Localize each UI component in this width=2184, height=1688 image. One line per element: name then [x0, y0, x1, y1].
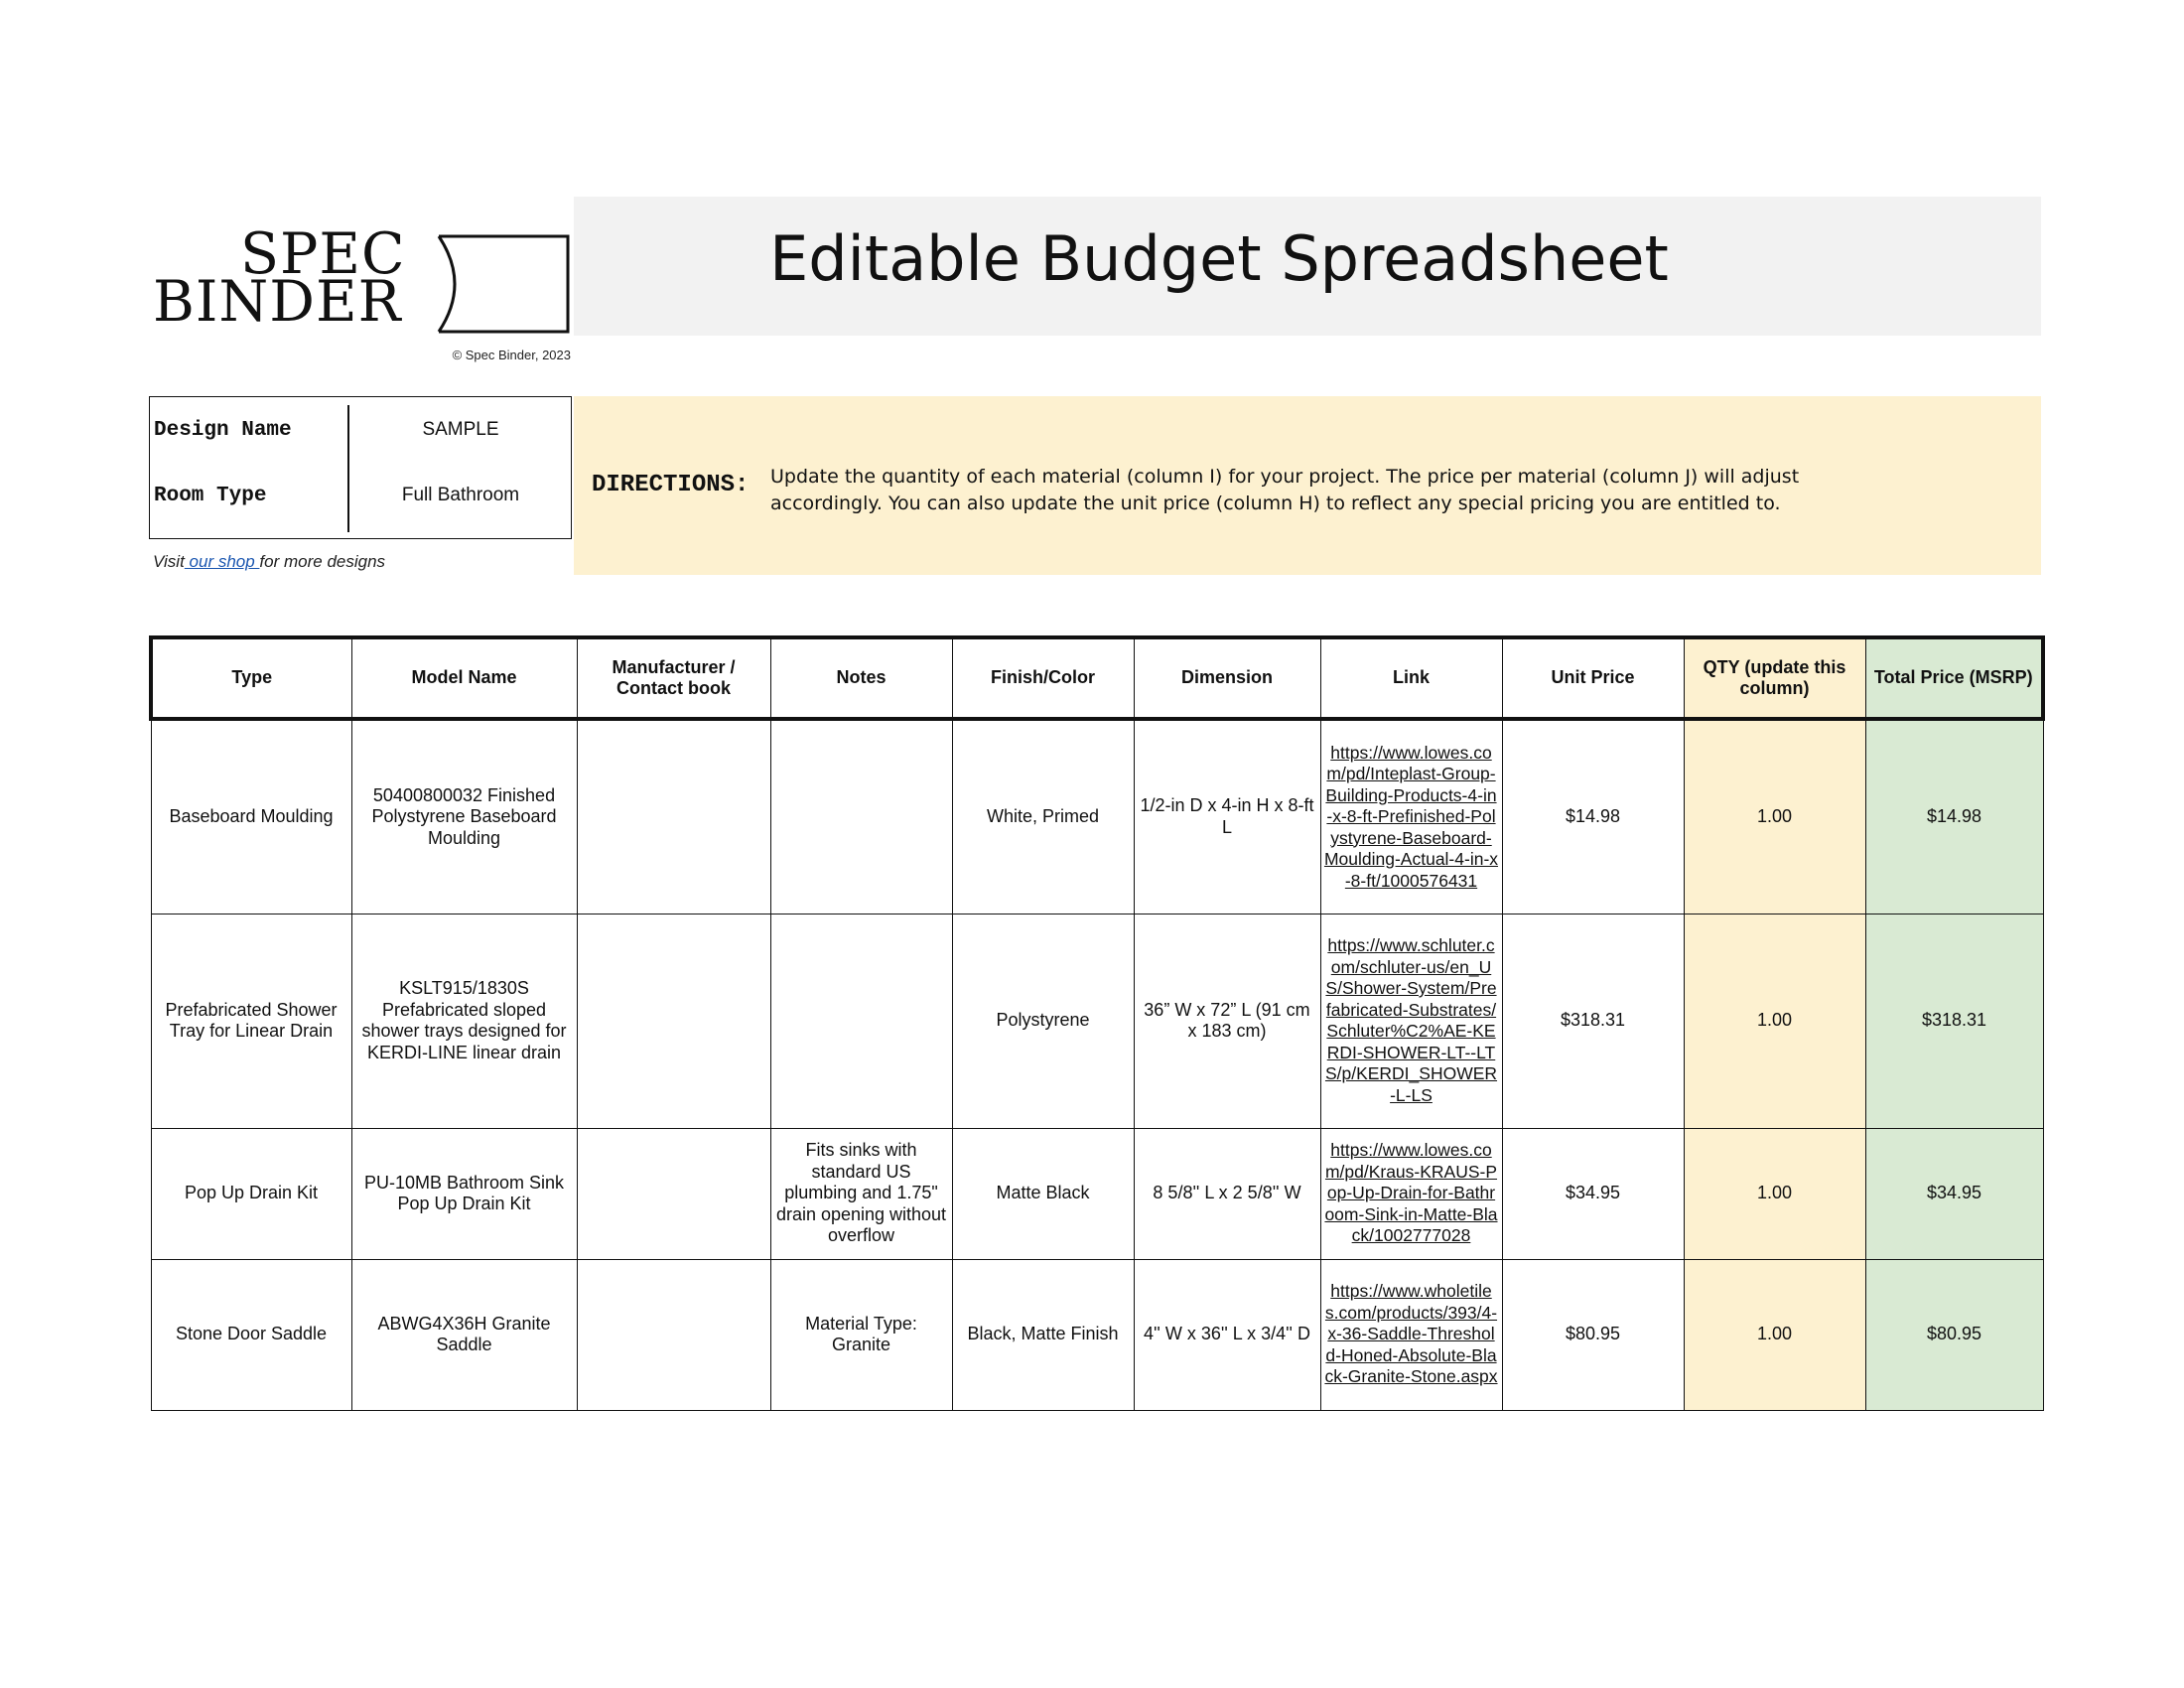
cell-type[interactable]: Pop Up Drain Kit	[151, 1128, 351, 1259]
cell-dimension[interactable]: 4'' W x 36'' L x 3/4'' D	[1134, 1259, 1320, 1410]
design-name-label: Design Name	[154, 419, 292, 442]
cell-finish-color[interactable]: Matte Black	[952, 1128, 1134, 1259]
room-type-value[interactable]: Full Bathroom	[401, 485, 520, 505]
cell-unit-price[interactable]: $14.98	[1502, 719, 1684, 914]
page-title: Editable Budget Spreadsheet	[769, 222, 1669, 295]
header-manufacturer: Manufacturer / Contact book	[577, 637, 770, 719]
cell-model-name[interactable]: ABWG4X36H Granite Saddle	[351, 1259, 577, 1410]
cell-qty[interactable]: 1.00	[1684, 1259, 1865, 1410]
directions-text: Update the quantity of each material (column I) for your project. The price per material (column J) will adjust accordingly. You can also update the unit price (column H) to reflect any special pricing you are entitled to.	[770, 466, 1800, 514]
cell-manufacturer[interactable]	[577, 719, 770, 914]
spec-binder-logo	[153, 221, 570, 340]
cell-type[interactable]: Prefabricated Shower Tray for Linear Drain	[151, 914, 351, 1128]
design-info-box	[149, 396, 572, 539]
table-row	[151, 914, 2043, 1128]
cell-notes[interactable]	[770, 719, 952, 914]
table-header-row	[151, 637, 2043, 719]
cell-finish-color[interactable]: Black, Matte Finish	[952, 1259, 1134, 1410]
visit-shop-note	[153, 552, 385, 572]
header-unit-price: Unit Price	[1502, 637, 1684, 719]
cell-notes[interactable]	[770, 914, 952, 1128]
cell-qty[interactable]: 1.00	[1684, 1128, 1865, 1259]
logo-line-2: BINDER	[153, 269, 402, 335]
cell-link[interactable]: https://www.schluter.com/schluter-us/en_US/Shower-System/Prefabricated-Substrates/Schluter%C2%AE-KERDI-SHOWER-LT--LTS/p/KERDI_SHOWER-L-LS	[1320, 914, 1502, 1128]
info-divider	[347, 405, 349, 532]
table-row	[151, 1128, 2043, 1259]
header-link: Link	[1320, 637, 1502, 719]
header-total-price: Total Price (MSRP)	[1865, 637, 2043, 719]
header-finish-color: Finish/Color	[952, 637, 1134, 719]
cell-total-price: $318.31	[1865, 914, 2043, 1128]
cell-link[interactable]: https://www.lowes.com/pd/Kraus-KRAUS-Pop-Up-Drain-for-Bathroom-Sink-in-Matte-Black/1002777028	[1320, 1128, 1502, 1259]
cell-dimension[interactable]: 36” W x 72” L (91 cm x 183 cm)	[1134, 914, 1320, 1128]
cell-link[interactable]: https://www.wholetiles.com/products/393/4-x-36-Saddle-Threshold-Honed-Absolute-Black-Granite-Stone.aspx	[1320, 1259, 1502, 1410]
cell-manufacturer[interactable]	[577, 1259, 770, 1410]
copyright-note: © Spec Binder, 2023	[452, 348, 571, 362]
cell-finish-color[interactable]: White, Primed	[952, 719, 1134, 914]
our-shop-link[interactable]: our shop	[184, 552, 260, 571]
header-notes: Notes	[770, 637, 952, 719]
cell-qty[interactable]: 1.00	[1684, 719, 1865, 914]
room-type-label: Room Type	[154, 485, 267, 507]
cell-manufacturer[interactable]	[577, 1128, 770, 1259]
cell-notes[interactable]: Fits sinks with standard US plumbing and 1.75" drain opening without overflow	[770, 1128, 952, 1259]
header-dimension: Dimension	[1134, 637, 1320, 719]
visit-suffix: for more designs	[259, 552, 386, 571]
logo-line-1: SPEC	[240, 221, 406, 287]
directions-band	[574, 396, 2041, 575]
header-type: Type	[151, 637, 351, 719]
title-band	[574, 197, 2041, 336]
cell-finish-color[interactable]: Polystyrene	[952, 914, 1134, 1128]
cell-unit-price[interactable]: $318.31	[1502, 914, 1684, 1128]
logo-bracket-icon	[431, 234, 570, 334]
directions-label: DIRECTIONS:	[592, 472, 750, 498]
cell-total-price: $34.95	[1865, 1128, 2043, 1259]
cell-dimension[interactable]: 1/2-in D x 4-in H x 8-ft L	[1134, 719, 1320, 914]
design-name-value[interactable]: SAMPLE	[422, 419, 499, 440]
logo-wordmark	[153, 221, 406, 335]
header-model-name: Model Name	[351, 637, 577, 719]
cell-type[interactable]: Stone Door Saddle	[151, 1259, 351, 1410]
cell-qty[interactable]: 1.00	[1684, 914, 1865, 1128]
cell-type[interactable]: Baseboard Moulding	[151, 719, 351, 914]
cell-model-name[interactable]: PU-10MB Bathroom Sink Pop Up Drain Kit	[351, 1128, 577, 1259]
cell-model-name[interactable]: 50400800032 Finished Polystyrene Baseboard Moulding	[351, 719, 577, 914]
cell-dimension[interactable]: 8 5/8'' L x 2 5/8'' W	[1134, 1128, 1320, 1259]
cell-notes[interactable]: Material Type: Granite	[770, 1259, 952, 1410]
cell-total-price: $14.98	[1865, 719, 2043, 914]
cell-unit-price[interactable]: $80.95	[1502, 1259, 1684, 1410]
cell-unit-price[interactable]: $34.95	[1502, 1128, 1684, 1259]
budget-table	[149, 635, 2045, 1411]
visit-prefix: Visit	[153, 552, 185, 571]
cell-link[interactable]: https://www.lowes.com/pd/Inteplast-Group-Building-Products-4-in-x-8-ft-Prefinished-Polystyrene-Baseboard-Moulding-Actual-4-in-x-8-ft/1000576431	[1320, 719, 1502, 914]
cell-manufacturer[interactable]	[577, 914, 770, 1128]
table-row	[151, 719, 2043, 914]
header-qty: QTY (update this column)	[1684, 637, 1865, 719]
cell-total-price: $80.95	[1865, 1259, 2043, 1410]
table-row	[151, 1259, 2043, 1410]
cell-model-name[interactable]: KSLT915/1830S Prefabricated sloped shower trays designed for KERDI-LINE linear drain	[351, 914, 577, 1128]
